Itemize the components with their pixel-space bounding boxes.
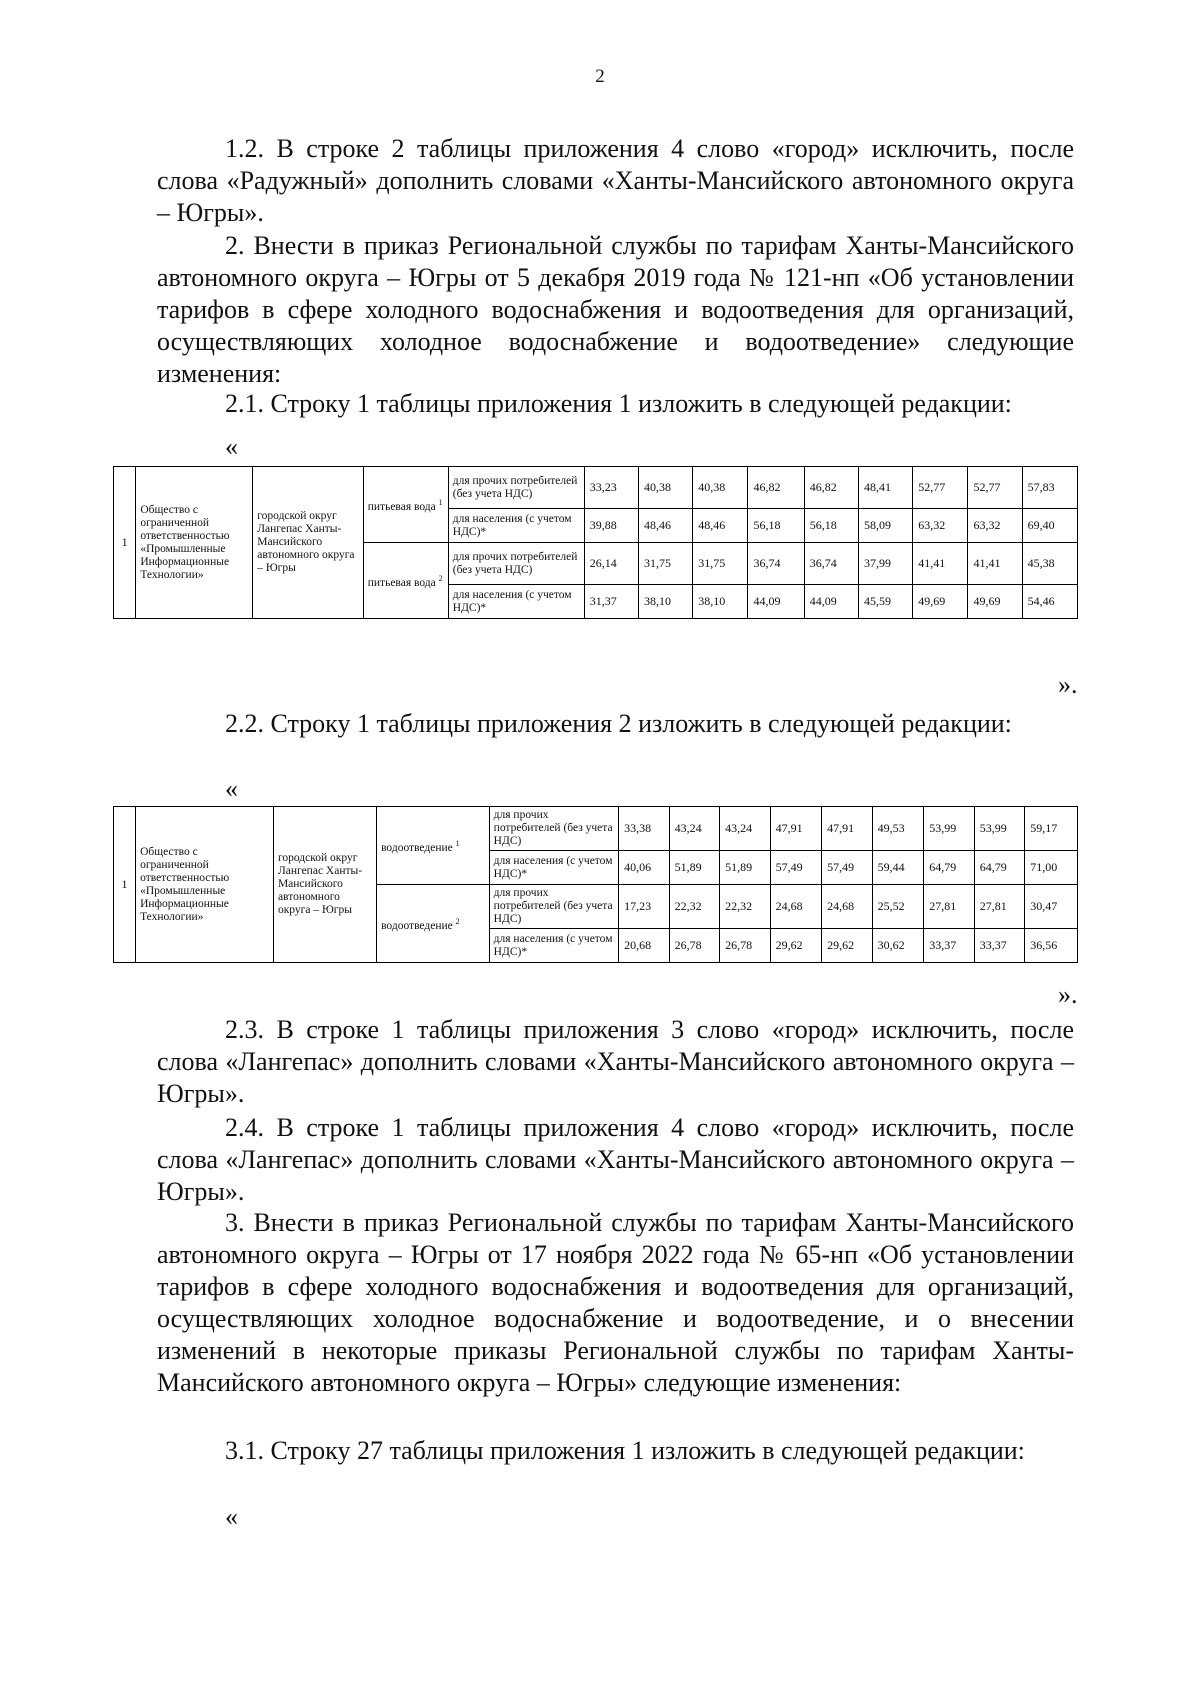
tariff-value: 58,09 [859, 509, 913, 543]
tariff-value: 44,09 [748, 585, 804, 619]
tariff-value: 40,06 [619, 851, 670, 885]
tariff-value: 24,68 [822, 885, 873, 929]
table-row [114, 807, 1078, 851]
tariff-value: 53,99 [924, 807, 975, 851]
paragraph-2-3: 2.3. В строке 1 таблицы приложения 3 слово «город» исключить, после слова «Лангепас» дополнить словами «Ханты-Мансийского автономного округа – Югры». [157, 1015, 1074, 1108]
tariff-value: 53,99 [974, 807, 1025, 851]
tariff-value: 20,68 [619, 929, 670, 963]
tariff-value: 25,52 [872, 885, 924, 929]
tariff-value: 22,32 [720, 885, 771, 929]
territory: городской округ Лангепас Ханты-Мансийского автономного округа – Югры [253, 467, 364, 619]
tariff-value: 49,69 [913, 585, 968, 619]
service-type: питьевая вода $^1$ [363, 467, 448, 543]
tariff-value: 57,49 [770, 851, 822, 885]
tariff-value: 27,81 [974, 885, 1025, 929]
tariff-value: 33,37 [924, 929, 975, 963]
tariff-value: 29,62 [770, 929, 822, 963]
tariff-value: 37,99 [859, 543, 913, 585]
tariff-value: 52,77 [968, 467, 1022, 509]
tariff-value: 33,38 [619, 807, 670, 851]
paragraph-3: 3. Внести в приказ Региональной службы по тарифам Ханты-Мансийского автономного округа – Югры от 17 ноября 2022 года № 65-нп «Об установлении тарифов в сфере холодного водоснабжения и водоотведения для организаций, осуществляющих холодное водоснабжение и водоотведение, и о внесении изменений в некоторые приказы Региональной службы по тарифам Ханты-Мансийского автономного округа – Югры» следующие изменения: [157, 1208, 1074, 1397]
open-quote: « [225, 432, 238, 461]
consumer-category: для населения (с учетом НДС)* [489, 929, 618, 963]
service-type: питьевая вода $^2$ [363, 543, 448, 619]
paragraph-2-2: 2.2. Строку 1 таблицы приложения 2 изложить в следующей редакции: [225, 709, 1012, 738]
consumer-category: для населения (с учетом НДС)* [448, 585, 584, 619]
tariff-value: 33,23 [584, 467, 638, 509]
consumer-category: для населения (с учетом НДС)* [489, 851, 618, 885]
tariff-value: 56,18 [748, 509, 804, 543]
tariff-value: 47,91 [822, 807, 873, 851]
service-type: водоотведение $^2$ [377, 885, 490, 963]
tariff-value: 63,32 [913, 509, 968, 543]
tariff-value: 44,09 [804, 585, 858, 619]
paragraph-1-2: 1.2. В строке 2 таблицы приложения 4 слово «город» исключить, после слова «Радужный» дополнить словами «Ханты-Мансийского автономного округа – Югры». [157, 134, 1074, 227]
paragraph-2: 2. Внести в приказ Региональной службы по тарифам Ханты-Мансийского автономного округа – Югры от 5 декабря 2019 года № 121-нп «Об установлении тарифов в сфере холодного водоснабжения и водоотведения для организаций, осуществляющих холодное водоснабжение и водоотведение» следующие изменения: [157, 231, 1074, 388]
tariff-value: 46,82 [804, 467, 858, 509]
tariff-value: 48,46 [693, 509, 748, 543]
tariff-value: 63,32 [968, 509, 1022, 543]
close-quote: ». [1058, 980, 1078, 1009]
tariff-value: 24,68 [770, 885, 822, 929]
tariff-value: 36,56 [1025, 929, 1078, 963]
consumer-category: для прочих потребителей (без учета НДС) [489, 885, 618, 929]
tariff-value: 40,38 [693, 467, 748, 509]
tariff-value: 26,78 [720, 929, 771, 963]
tariff-value: 43,24 [720, 807, 771, 851]
tariff-value: 33,37 [974, 929, 1025, 963]
paragraph-2-1: 2.1. Строку 1 таблицы приложения 1 изложить в следующей редакции: [225, 389, 1012, 418]
tariff-value: 38,10 [693, 585, 748, 619]
tariff-value: 71,00 [1025, 851, 1078, 885]
tariff-value: 64,79 [924, 851, 975, 885]
tariff-table-water-supply [113, 466, 1078, 619]
tariff-value: 59,44 [872, 851, 924, 885]
tariff-value: 40,38 [639, 467, 693, 509]
tariff-value: 51,89 [669, 851, 720, 885]
tariff-value: 31,37 [584, 585, 638, 619]
consumer-category: для прочих потребителей (без учета НДС) [448, 543, 584, 585]
tariff-value: 45,59 [859, 585, 913, 619]
page-number: 2 [595, 66, 605, 87]
tariff-value: 46,82 [748, 467, 804, 509]
tariff-value: 59,17 [1025, 807, 1078, 851]
tariff-value: 43,24 [669, 807, 720, 851]
tariff-value: 45,38 [1022, 543, 1077, 585]
tariff-value: 52,77 [913, 467, 968, 509]
tariff-value: 49,69 [968, 585, 1022, 619]
tariff-value: 27,81 [924, 885, 975, 929]
tariff-value: 36,74 [804, 543, 858, 585]
tariff-value: 47,91 [770, 807, 822, 851]
consumer-category: для населения (с учетом НДС)* [448, 509, 584, 543]
tariff-value: 39,88 [584, 509, 638, 543]
tariff-value: 31,75 [639, 543, 693, 585]
row-index: 1 [114, 807, 136, 963]
tariff-value: 41,41 [968, 543, 1022, 585]
tariff-value: 38,10 [639, 585, 693, 619]
tariff-value: 29,62 [822, 929, 873, 963]
tariff-value: 64,79 [974, 851, 1025, 885]
tariff-value: 22,32 [669, 885, 720, 929]
tariff-value: 17,23 [619, 885, 670, 929]
open-quote: « [225, 774, 238, 803]
tariff-value: 30,47 [1025, 885, 1078, 929]
tariff-value: 57,49 [822, 851, 873, 885]
tariff-value: 69,40 [1022, 509, 1077, 543]
tariff-value: 26,14 [584, 543, 638, 585]
organization-name: Общество с ограниченной ответственностью «Промышленные Информационные Технологии» [136, 807, 274, 963]
consumer-category: для прочих потребителей (без учета НДС) [489, 807, 618, 851]
tariff-value: 30,62 [872, 929, 924, 963]
paragraph-2-4: 2.4. В строке 1 таблицы приложения 4 слово «город» исключить, после слова «Лангепас» дополнить словами «Ханты-Мансийского автономного округа – Югры». [157, 1113, 1074, 1206]
row-index: 1 [114, 467, 136, 619]
service-type: водоотведение $^1$ [377, 807, 490, 885]
tariff-value: 26,78 [669, 929, 720, 963]
tariff-value: 49,53 [872, 807, 924, 851]
paragraph-3-1: 3.1. Строку 27 таблицы приложения 1 изложить в следующей редакции: [225, 1436, 1025, 1465]
organization-name: Общество с ограниченной ответственностью «Промышленные Информационные Технологии» [136, 467, 253, 619]
close-quote: ». [1058, 670, 1078, 699]
tariff-value: 41,41 [913, 543, 968, 585]
tariff-value: 57,83 [1022, 467, 1077, 509]
tariff-value: 48,46 [639, 509, 693, 543]
tariff-value: 48,41 [859, 467, 913, 509]
tariff-value: 31,75 [693, 543, 748, 585]
territory: городской округ Лангепас Ханты-Мансийского автономного округа – Югры [273, 807, 376, 963]
tariff-value: 51,89 [720, 851, 771, 885]
tariff-value: 54,46 [1022, 585, 1077, 619]
consumer-category: для прочих потребителей (без учета НДС) [448, 467, 584, 509]
tariff-value: 56,18 [804, 509, 858, 543]
open-quote: « [225, 1502, 238, 1531]
tariff-value: 36,74 [748, 543, 804, 585]
tariff-table-wastewater [113, 806, 1078, 963]
table-row [114, 467, 1078, 509]
